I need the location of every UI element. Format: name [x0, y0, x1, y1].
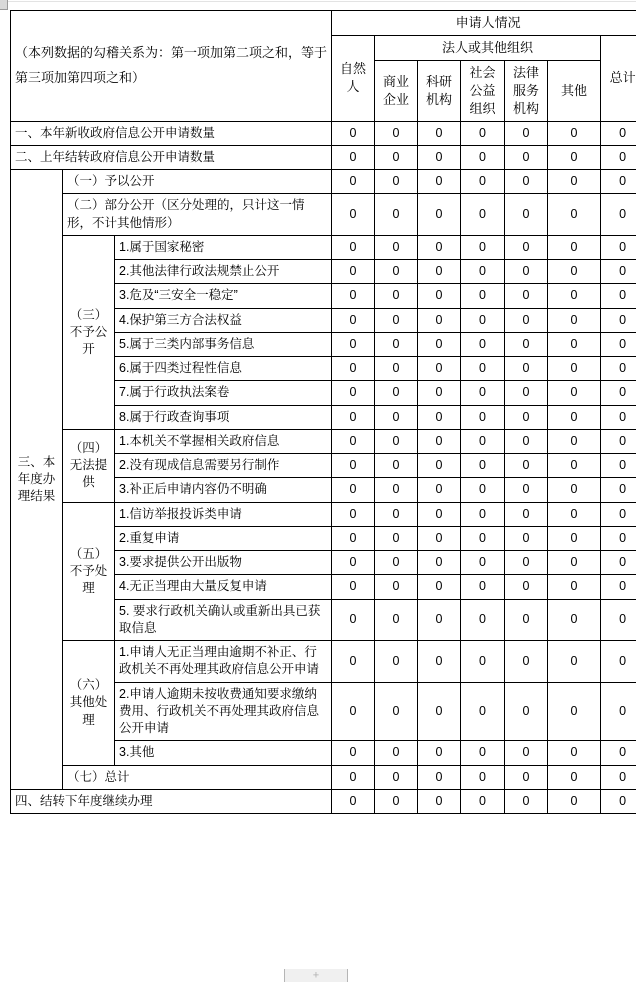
- cell-value: 0: [375, 235, 418, 259]
- cell-total-value: 0: [601, 429, 636, 453]
- cell-value: 0: [375, 194, 418, 236]
- cell-value: 0: [505, 599, 548, 641]
- cell-value: 0: [548, 405, 601, 429]
- cell-value: 0: [332, 260, 375, 284]
- header-total: 总计: [601, 35, 636, 121]
- cell-value: 0: [548, 381, 601, 405]
- cell-value: 0: [418, 765, 461, 789]
- header-research-institution: 科研机构: [418, 60, 461, 121]
- cell-value: 0: [461, 284, 505, 308]
- cell-value: 0: [548, 741, 601, 765]
- cell-total-value: 0: [601, 145, 636, 169]
- cell-value: 0: [548, 357, 601, 381]
- cell-total-value: 0: [601, 170, 636, 194]
- cell-value: 0: [332, 502, 375, 526]
- cell-value: 0: [418, 121, 461, 145]
- table-row: [11, 145, 636, 169]
- cell-value: 0: [461, 121, 505, 145]
- cell-value: 0: [332, 357, 375, 381]
- cell-value: 0: [505, 454, 548, 478]
- cell-value: 0: [332, 332, 375, 356]
- cell-value: 0: [332, 308, 375, 332]
- statistics-table-container: [10, 10, 636, 814]
- cell-value: 0: [505, 170, 548, 194]
- cell-value: 0: [418, 526, 461, 550]
- cell-value: 0: [332, 765, 375, 789]
- cell-total-value: 0: [601, 332, 636, 356]
- row-label-state-secret: 1.属于国家秘密: [115, 235, 332, 259]
- cell-value: 0: [375, 575, 418, 599]
- row-label-annual-processing-results: 三、本年度办理结果: [11, 170, 63, 790]
- cell-value: 0: [332, 551, 375, 575]
- cell-total-value: 0: [601, 526, 636, 550]
- cell-total-value: 0: [601, 575, 636, 599]
- cell-value: 0: [332, 170, 375, 194]
- cell-value: 0: [418, 551, 461, 575]
- cell-value: 0: [548, 332, 601, 356]
- cell-value: 0: [505, 332, 548, 356]
- cell-value: 0: [461, 741, 505, 765]
- cell-value: 0: [461, 682, 505, 741]
- cell-value: 0: [332, 682, 375, 741]
- row-label-third-party-rights: 4.保护第三方合法权益: [115, 308, 332, 332]
- cell-value: 0: [332, 789, 375, 813]
- cell-value: 0: [418, 308, 461, 332]
- cell-value: 0: [418, 429, 461, 453]
- cell-value: 0: [375, 526, 418, 550]
- row-label-unable-to-provide: （四）无法提供: [63, 429, 115, 502]
- cell-total-value: 0: [601, 357, 636, 381]
- cell-value: 0: [375, 599, 418, 641]
- table-row: [11, 121, 636, 145]
- row-label-not-processed: （五）不予处理: [63, 502, 115, 641]
- cell-value: 0: [418, 478, 461, 502]
- cell-value: 0: [375, 741, 418, 765]
- plus-icon: +: [312, 969, 320, 981]
- cell-value: 0: [461, 502, 505, 526]
- cell-value: 0: [505, 145, 548, 169]
- cell-value: 0: [461, 429, 505, 453]
- cell-value: 0: [505, 357, 548, 381]
- header-commercial-enterprise: 商业企业: [375, 60, 418, 121]
- table-row: [11, 502, 636, 526]
- cell-value: 0: [418, 357, 461, 381]
- row-label-other-misc: 3.其他: [115, 741, 332, 765]
- row-label-reconfirm-reissue: 5. 要求行政机关确认或重新出具已获取信息: [115, 599, 332, 641]
- table-row: [11, 641, 636, 683]
- cell-total-value: 0: [601, 121, 636, 145]
- cell-value: 0: [332, 526, 375, 550]
- cell-value: 0: [461, 194, 505, 236]
- row-label-overdue-no-correction: 1.申请人无正当理由逾期不补正、行政机关不再处理其政府信息公开申请: [115, 641, 332, 683]
- cell-value: 0: [505, 308, 548, 332]
- cell-value: 0: [505, 381, 548, 405]
- cell-value: 0: [505, 526, 548, 550]
- row-label-still-unclear: 3.补正后申请内容仍不明确: [115, 478, 332, 502]
- cell-value: 0: [548, 551, 601, 575]
- cell-value: 0: [505, 765, 548, 789]
- cell-value: 0: [461, 260, 505, 284]
- cell-value: 0: [332, 121, 375, 145]
- cell-value: 0: [375, 260, 418, 284]
- cell-total-value: 0: [601, 260, 636, 284]
- row-label-internal-affairs: 5.属于三类内部事务信息: [115, 332, 332, 356]
- row-label-not-disclosed: （三）不予公开: [63, 235, 115, 429]
- row-label-other-law-prohibits: 2.其他法律行政法规禁止公开: [115, 260, 332, 284]
- cell-value: 0: [461, 357, 505, 381]
- cell-value: 0: [375, 308, 418, 332]
- cell-value: 0: [418, 381, 461, 405]
- header-legal-or-other-org: 法人或其他组织: [375, 35, 601, 60]
- row-label-needs-creation: 2.没有现成信息需要另行制作: [115, 454, 332, 478]
- cell-value: 0: [548, 170, 601, 194]
- cell-value: 0: [375, 502, 418, 526]
- cell-value: 0: [332, 284, 375, 308]
- cell-value: 0: [418, 454, 461, 478]
- row-label-process-info: 6.属于四类过程性信息: [115, 357, 332, 381]
- reconciliation-note: （本列数据的勾稽关系为：第一项加第二项之和，等于第三项加第四项之和）: [11, 11, 332, 122]
- cell-value: 0: [505, 502, 548, 526]
- cell-total-value: 0: [601, 741, 636, 765]
- cell-value: 0: [418, 599, 461, 641]
- cell-value: 0: [548, 502, 601, 526]
- row-label-other-handling: （六）其他处理: [63, 641, 115, 766]
- cell-value: 0: [461, 575, 505, 599]
- cell-value: 0: [418, 194, 461, 236]
- cell-value: 0: [548, 789, 601, 813]
- cell-total-value: 0: [601, 381, 636, 405]
- cell-value: 0: [375, 789, 418, 813]
- row-label-carry-to-next-year: 四、结转下年度继续办理: [11, 789, 332, 813]
- cell-total-value: 0: [601, 235, 636, 259]
- cell-value: 0: [461, 551, 505, 575]
- header-social-welfare-org: 社会公益组织: [461, 60, 505, 121]
- cell-value: 0: [375, 551, 418, 575]
- cell-value: 0: [375, 145, 418, 169]
- cell-value: 0: [461, 454, 505, 478]
- cell-value: 0: [461, 170, 505, 194]
- cell-value: 0: [461, 145, 505, 169]
- cell-value: 0: [375, 357, 418, 381]
- cell-value: 0: [548, 526, 601, 550]
- header-legal-service-org: 法律服务机构: [505, 60, 548, 121]
- table-row: [11, 194, 636, 236]
- cell-total-value: 0: [601, 284, 636, 308]
- row-label-new-applications: 一、本年新收政府信息公开申请数量: [11, 121, 332, 145]
- row-label-not-in-possession: 1.本机关不掌握相关政府信息: [115, 429, 332, 453]
- cell-value: 0: [548, 145, 601, 169]
- cell-value: 0: [375, 454, 418, 478]
- cell-total-value: 0: [601, 454, 636, 478]
- cell-value: 0: [375, 765, 418, 789]
- cell-value: 0: [418, 502, 461, 526]
- cell-value: 0: [548, 575, 601, 599]
- cell-value: 0: [505, 235, 548, 259]
- cell-value: 0: [505, 575, 548, 599]
- cell-value: 0: [375, 641, 418, 683]
- row-label-overdue-no-payment: 2.申请人逾期未按收费通知要求缴纳费用、行政机关不再处理其政府信息公开申请: [115, 682, 332, 741]
- cell-value: 0: [461, 235, 505, 259]
- cell-value: 0: [375, 405, 418, 429]
- cell-total-value: 0: [601, 682, 636, 741]
- cell-value: 0: [418, 332, 461, 356]
- cell-value: 0: [461, 308, 505, 332]
- cell-value: 0: [375, 381, 418, 405]
- row-label-subtotal: （七）总计: [63, 765, 332, 789]
- cell-total-value: 0: [601, 502, 636, 526]
- cell-value: 0: [505, 682, 548, 741]
- cell-value: 0: [548, 641, 601, 683]
- header-natural-person: 自然人: [332, 35, 375, 121]
- cell-total-value: 0: [601, 478, 636, 502]
- cell-value: 0: [505, 194, 548, 236]
- row-label-repeated-unjustified: 4.无正当理由大量反复申请: [115, 575, 332, 599]
- cell-value: 0: [332, 429, 375, 453]
- header-other-org: 其他: [548, 60, 601, 121]
- cell-value: 0: [505, 429, 548, 453]
- table-row: [11, 235, 636, 259]
- cell-value: 0: [461, 381, 505, 405]
- cell-value: 0: [505, 121, 548, 145]
- cell-value: 0: [461, 332, 505, 356]
- cell-value: 0: [505, 260, 548, 284]
- cell-value: 0: [505, 741, 548, 765]
- cell-value: 0: [375, 170, 418, 194]
- cell-value: 0: [418, 145, 461, 169]
- cell-value: 0: [548, 235, 601, 259]
- cell-value: 0: [461, 641, 505, 683]
- cell-total-value: 0: [601, 405, 636, 429]
- row-label-disclosed: （一）予以公开: [63, 170, 332, 194]
- cell-value: 0: [418, 284, 461, 308]
- cell-value: 0: [375, 121, 418, 145]
- cell-value: 0: [418, 575, 461, 599]
- cell-value: 0: [548, 682, 601, 741]
- cell-value: 0: [375, 682, 418, 741]
- cell-value: 0: [418, 641, 461, 683]
- cell-value: 0: [461, 478, 505, 502]
- cell-value: 0: [332, 381, 375, 405]
- table-row: [11, 429, 636, 453]
- cell-value: 0: [505, 478, 548, 502]
- cell-value: 0: [548, 478, 601, 502]
- row-label-enforcement-files: 7.属于行政执法案卷: [115, 381, 332, 405]
- cell-value: 0: [548, 194, 601, 236]
- cell-value: 0: [548, 260, 601, 284]
- cell-value: 0: [548, 599, 601, 641]
- row-label-endangers-security: 3.危及“三安全一稳定”: [115, 284, 332, 308]
- row-label-partially-disclosed: （二）部分公开（区分处理的，只计这一情形，不计其他情形）: [63, 194, 332, 236]
- cell-value: 0: [418, 682, 461, 741]
- row-label-petition-complaint: 1.信访举报投诉类申请: [115, 502, 332, 526]
- cell-value: 0: [505, 284, 548, 308]
- cell-value: 0: [461, 599, 505, 641]
- cell-value: 0: [332, 599, 375, 641]
- cell-total-value: 0: [601, 551, 636, 575]
- cell-value: 0: [332, 575, 375, 599]
- cell-total-value: 0: [601, 765, 636, 789]
- cell-value: 0: [548, 308, 601, 332]
- cell-value: 0: [505, 551, 548, 575]
- cell-value: 0: [548, 429, 601, 453]
- cell-value: 0: [418, 789, 461, 813]
- cell-value: 0: [461, 526, 505, 550]
- cell-value: 0: [461, 765, 505, 789]
- header-row-1: [11, 11, 636, 36]
- table-row: [11, 765, 636, 789]
- cell-total-value: 0: [601, 599, 636, 641]
- cell-value: 0: [375, 478, 418, 502]
- cell-value: 0: [375, 284, 418, 308]
- cell-value: 0: [461, 405, 505, 429]
- cell-value: 0: [332, 145, 375, 169]
- row-label-duplicate-request: 2.重复申请: [115, 526, 332, 550]
- cell-value: 0: [332, 641, 375, 683]
- cell-value: 0: [418, 405, 461, 429]
- row-label-published-material: 3.要求提供公开出版物: [115, 551, 332, 575]
- cell-value: 0: [332, 741, 375, 765]
- cell-value: 0: [332, 405, 375, 429]
- cell-total-value: 0: [601, 308, 636, 332]
- cell-total-value: 0: [601, 789, 636, 813]
- cell-value: 0: [418, 235, 461, 259]
- cell-value: 0: [418, 170, 461, 194]
- bottom-drag-handle[interactable]: [284, 969, 348, 982]
- cell-value: 0: [548, 765, 601, 789]
- cell-total-value: 0: [601, 641, 636, 683]
- cell-value: 0: [418, 741, 461, 765]
- table-row: [11, 170, 636, 194]
- cell-value: 0: [505, 405, 548, 429]
- header-applicant-situation: 申请人情况: [332, 11, 636, 36]
- cell-value: 0: [375, 429, 418, 453]
- cell-value: 0: [505, 789, 548, 813]
- cell-value: 0: [548, 121, 601, 145]
- cell-value: 0: [461, 789, 505, 813]
- row-label-carryover-applications: 二、上年结转政府信息公开申请数量: [11, 145, 332, 169]
- table-row: [11, 789, 636, 813]
- cell-value: 0: [332, 194, 375, 236]
- cell-value: 0: [505, 641, 548, 683]
- government-info-disclosure-table: [10, 10, 636, 814]
- window-corner-artifact: [0, 0, 8, 10]
- cell-value: 0: [332, 454, 375, 478]
- cell-value: 0: [332, 235, 375, 259]
- cell-total-value: 0: [601, 194, 636, 236]
- top-divider-rule: [8, 1, 636, 2]
- cell-value: 0: [418, 260, 461, 284]
- cell-value: 0: [375, 332, 418, 356]
- cell-value: 0: [548, 454, 601, 478]
- cell-value: 0: [548, 284, 601, 308]
- row-label-admin-inquiry: 8.属于行政查询事项: [115, 405, 332, 429]
- cell-value: 0: [332, 478, 375, 502]
